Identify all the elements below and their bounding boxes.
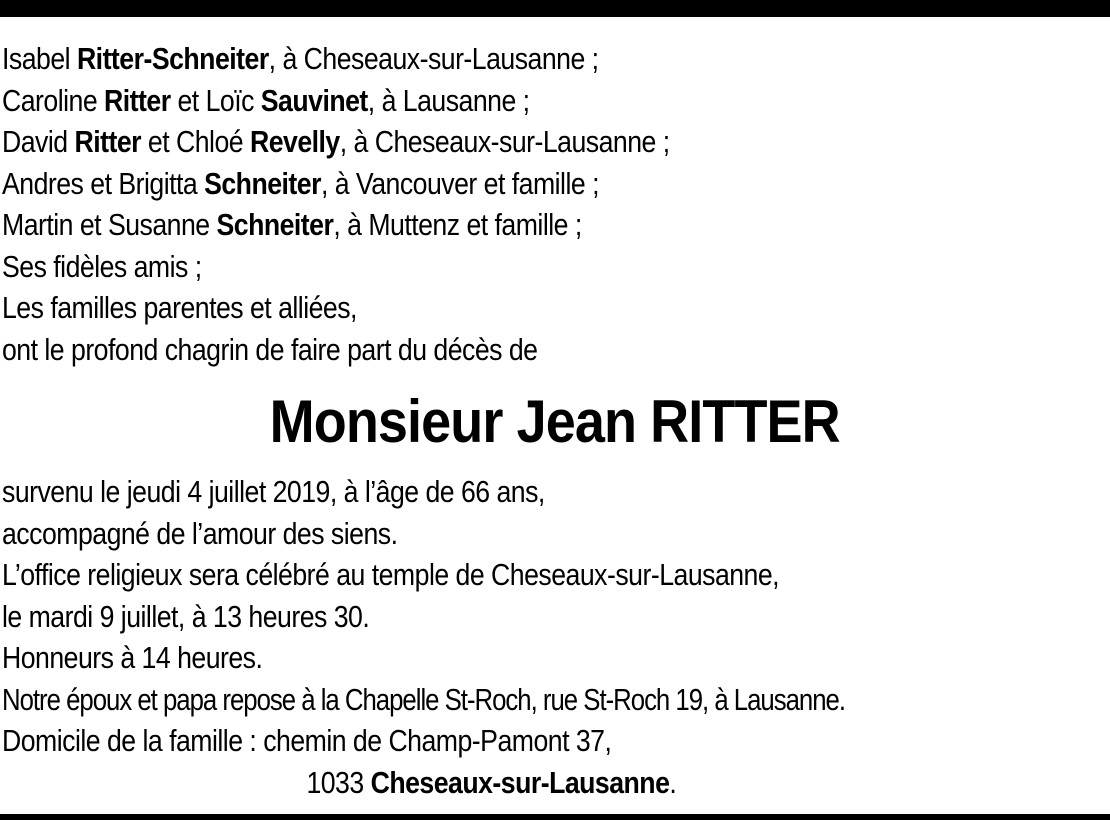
bottom-rule bbox=[0, 814, 1110, 820]
service-time-line: le mardi 9 juillet, à 13 heures 30. bbox=[2, 598, 370, 634]
family-surname: Schneiter bbox=[204, 165, 321, 201]
domicile-line: Domicile de la famille : chemin de Champ-Pamont 37, bbox=[2, 723, 612, 758]
line-text: Ses fidèles amis ; bbox=[2, 248, 202, 284]
line-text: , à Vancouver et famille ; bbox=[320, 165, 599, 201]
deceased-name: Monsieur Jean RITTER bbox=[269, 388, 841, 455]
family-surname: Sauvinet bbox=[260, 82, 368, 118]
family-line bbox=[2, 38, 953, 80]
family-line bbox=[2, 246, 953, 288]
love-line: accompagné de l’amour des siens. bbox=[2, 515, 398, 551]
family-line bbox=[2, 287, 953, 329]
date-line: survenu le jeudi 4 juillet 2019, à l’âge de 66 ans, bbox=[2, 474, 545, 509]
family-line bbox=[2, 329, 953, 371]
line-text: David bbox=[2, 124, 75, 159]
line-text: ont le profond chagrin de faire part du décès de bbox=[2, 331, 538, 367]
line-text: Andres et Brigitta bbox=[2, 165, 205, 201]
line-text: et Chloé bbox=[141, 124, 250, 159]
line-text: , à Lausanne ; bbox=[367, 82, 530, 118]
line-text: Isabel bbox=[2, 41, 77, 76]
line-text: , à Cheseaux-sur-Lausanne ; bbox=[339, 124, 670, 159]
deceased-name-heading bbox=[0, 386, 1110, 458]
line-text: , à Muttenz et famille ; bbox=[333, 207, 582, 242]
line-text: Caroline bbox=[2, 82, 105, 118]
top-rule bbox=[0, 0, 1110, 17]
family-surname: Revelly bbox=[249, 124, 340, 159]
family-line bbox=[2, 204, 953, 246]
family-surname: Ritter bbox=[104, 82, 171, 118]
family-line bbox=[2, 80, 953, 122]
postcode: 1033 bbox=[306, 764, 371, 800]
line-text: et Loïc bbox=[170, 82, 261, 118]
family-line bbox=[2, 163, 953, 205]
details-section bbox=[2, 471, 1108, 803]
family-surname: Ritter-Schneiter bbox=[76, 41, 269, 76]
final-period: . bbox=[669, 764, 677, 800]
family-line bbox=[2, 121, 953, 163]
family-list bbox=[2, 38, 1108, 370]
line-text: , à Cheseaux-sur-Lausanne ; bbox=[268, 41, 599, 76]
line-text: Martin et Susanne bbox=[2, 207, 217, 242]
address-line bbox=[2, 762, 953, 804]
line-text: Les familles parentes et alliées, bbox=[2, 290, 357, 325]
service-line: L’office religieux sera célébré au temple de Cheseaux-sur-Lausanne, bbox=[2, 557, 780, 592]
repose-line: Notre époux et papa repose à la Chapelle St-Roch, rue St-Roch 19, à Lausanne. bbox=[2, 681, 846, 717]
family-surname: Schneiter bbox=[216, 207, 334, 242]
honors-line: Honneurs à 14 heures. bbox=[2, 640, 263, 675]
family-surname: Ritter bbox=[74, 124, 142, 159]
town: Cheseaux-sur-Lausanne bbox=[370, 764, 670, 800]
